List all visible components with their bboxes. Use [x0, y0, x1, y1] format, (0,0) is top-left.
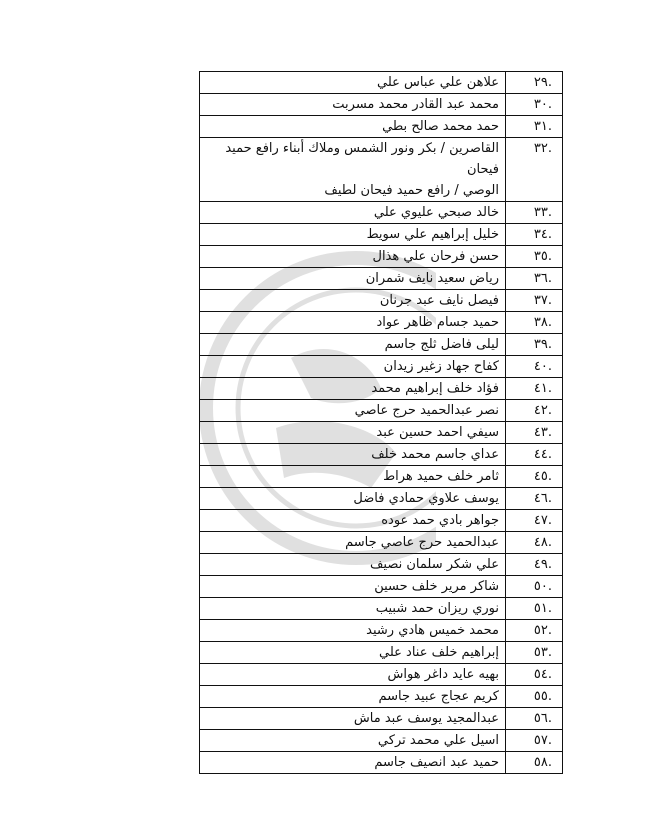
row-name [200, 752, 506, 774]
name-line: عبدالحميد حرج عاصي جاسم [345, 535, 499, 550]
table-row [200, 488, 563, 510]
table-row [200, 268, 563, 290]
table-row [200, 334, 563, 356]
row-number: .٥٤ [506, 664, 563, 686]
table-row [200, 400, 563, 422]
row-number: .٥١ [506, 598, 563, 620]
name-line: محمد عبد القادر محمد مسربت [332, 97, 499, 112]
name-line: فؤاد خلف إبراهيم محمد [371, 381, 499, 396]
table-row [200, 202, 563, 224]
row-name [200, 378, 506, 400]
name-line: علي شكر سلمان نصيف [369, 557, 499, 572]
name-line: محمد خميس هادي رشيد [366, 623, 499, 638]
name-line: خالد صبحي عليوي علي [373, 205, 499, 220]
table-row [200, 532, 563, 554]
row-name [200, 72, 506, 94]
name-line: ثامر خلف حميد هراط [383, 469, 499, 484]
row-number: .٥٨ [506, 752, 563, 774]
table-row [200, 290, 563, 312]
table-row [200, 642, 563, 664]
row-name [200, 422, 506, 444]
row-name [200, 312, 506, 334]
row-name [200, 708, 506, 730]
table-row [200, 708, 563, 730]
row-name [200, 532, 506, 554]
name-line: كفاح جهاد زغير زيدان [383, 359, 499, 374]
row-name [200, 94, 506, 116]
name-line: حسن فرحان علي هذال [372, 249, 499, 264]
table-row [200, 246, 563, 268]
table-row [200, 576, 563, 598]
row-name [200, 356, 506, 378]
table-row [200, 224, 563, 246]
name-line: نصر عبدالحميد حرج عاصي [354, 403, 499, 418]
name-line: عداي جاسم محمد خلف [371, 447, 499, 462]
row-number: .٣٠ [506, 94, 563, 116]
row-number: .٤٦ [506, 488, 563, 510]
name-line: شاكر مرير خلف حسين [374, 579, 499, 594]
row-number: .٣٣ [506, 202, 563, 224]
table-row [200, 72, 563, 94]
row-name [200, 444, 506, 466]
table-row [200, 466, 563, 488]
row-name [200, 224, 506, 246]
table-row [200, 598, 563, 620]
row-name [200, 730, 506, 752]
row-name [200, 598, 506, 620]
row-number: .٤٨ [506, 532, 563, 554]
row-number: .٥٥ [506, 686, 563, 708]
name-line: خليل إبراهيم علي سويط [366, 227, 499, 242]
name-line: عبدالمجيد يوسف عبد ماش [353, 711, 499, 726]
row-name [200, 488, 506, 510]
row-name [200, 202, 506, 224]
row-name [200, 686, 506, 708]
table-row [200, 138, 563, 202]
row-number: .٣٥ [506, 246, 563, 268]
name-line: علاهن علي عباس علي [377, 75, 499, 90]
name-line: كريم عجاج عبيد جاسم [378, 689, 499, 704]
table-row [200, 378, 563, 400]
row-number: .٥٢ [506, 620, 563, 642]
row-name [200, 400, 506, 422]
row-name [200, 334, 506, 356]
row-name [200, 554, 506, 576]
name-line: اسيل علي محمد تركي [377, 733, 499, 748]
row-name [200, 246, 506, 268]
row-number: .٣٦ [506, 268, 563, 290]
row-number: .٣٧ [506, 290, 563, 312]
name-line: جواهر بادي حمد عوده [381, 513, 499, 528]
row-name [200, 268, 506, 290]
row-number: .٣٤ [506, 224, 563, 246]
row-name [200, 576, 506, 598]
row-number: .٥٠ [506, 576, 563, 598]
row-number: .٥٣ [506, 642, 563, 664]
row-name [200, 620, 506, 642]
row-number: .٤٢ [506, 400, 563, 422]
row-number: .٤٧ [506, 510, 563, 532]
names-table [199, 71, 563, 774]
table-row [200, 664, 563, 686]
table-row [200, 510, 563, 532]
row-name [200, 642, 506, 664]
table-row [200, 356, 563, 378]
name-line: فيحان [466, 162, 499, 177]
row-name [200, 116, 506, 138]
name-line: بهيه عايد داغر هواش [387, 667, 499, 682]
table-row [200, 730, 563, 752]
table-row [200, 620, 563, 642]
row-number: .٢٩ [506, 72, 563, 94]
table-row [200, 312, 563, 334]
table-row [200, 686, 563, 708]
table-row [200, 94, 563, 116]
name-line: الوصي / رافع حميد فيحان لطيف [324, 183, 499, 198]
row-number: .٤٠ [506, 356, 563, 378]
name-line: حميد جسام ظاهر عواد [376, 315, 499, 330]
table-row [200, 554, 563, 576]
name-line: القاصرين / بكر ونور الشمس وملاك أبناء رافع حميد [225, 141, 499, 156]
table-row [200, 422, 563, 444]
row-number: .٣١ [506, 116, 563, 138]
name-line: سيفي احمد حسين عبد [376, 425, 499, 440]
name-line: حمد محمد صالح بطي [382, 119, 499, 134]
row-name [200, 138, 506, 202]
name-line: رياض سعيد نايف شمران [365, 271, 499, 286]
name-line: نوري ريزان حمد شبيب [375, 601, 499, 616]
name-line: إبراهيم خلف عناد علي [379, 645, 499, 660]
row-name [200, 466, 506, 488]
row-number: .٣٢ [506, 138, 563, 202]
name-line: ليلى فاضل ثلج جاسم [384, 337, 499, 352]
table-row [200, 444, 563, 466]
row-name [200, 664, 506, 686]
name-line: حميد عبد انصيف جاسم [374, 755, 499, 770]
row-number: .٣٩ [506, 334, 563, 356]
row-number: .٤٤ [506, 444, 563, 466]
row-number: .٤٩ [506, 554, 563, 576]
table-row [200, 752, 563, 774]
table-row [200, 116, 563, 138]
name-line: يوسف علاوي حمادي فاضل [353, 491, 499, 506]
row-name [200, 290, 506, 312]
row-number: .٤١ [506, 378, 563, 400]
row-name [200, 510, 506, 532]
row-number: .٤٣ [506, 422, 563, 444]
name-line: فيصل نايف عبد جرنان [379, 293, 499, 308]
row-number: .٣٨ [506, 312, 563, 334]
row-number: .٤٥ [506, 466, 563, 488]
row-number: .٥٦ [506, 708, 563, 730]
row-number: .٥٧ [506, 730, 563, 752]
